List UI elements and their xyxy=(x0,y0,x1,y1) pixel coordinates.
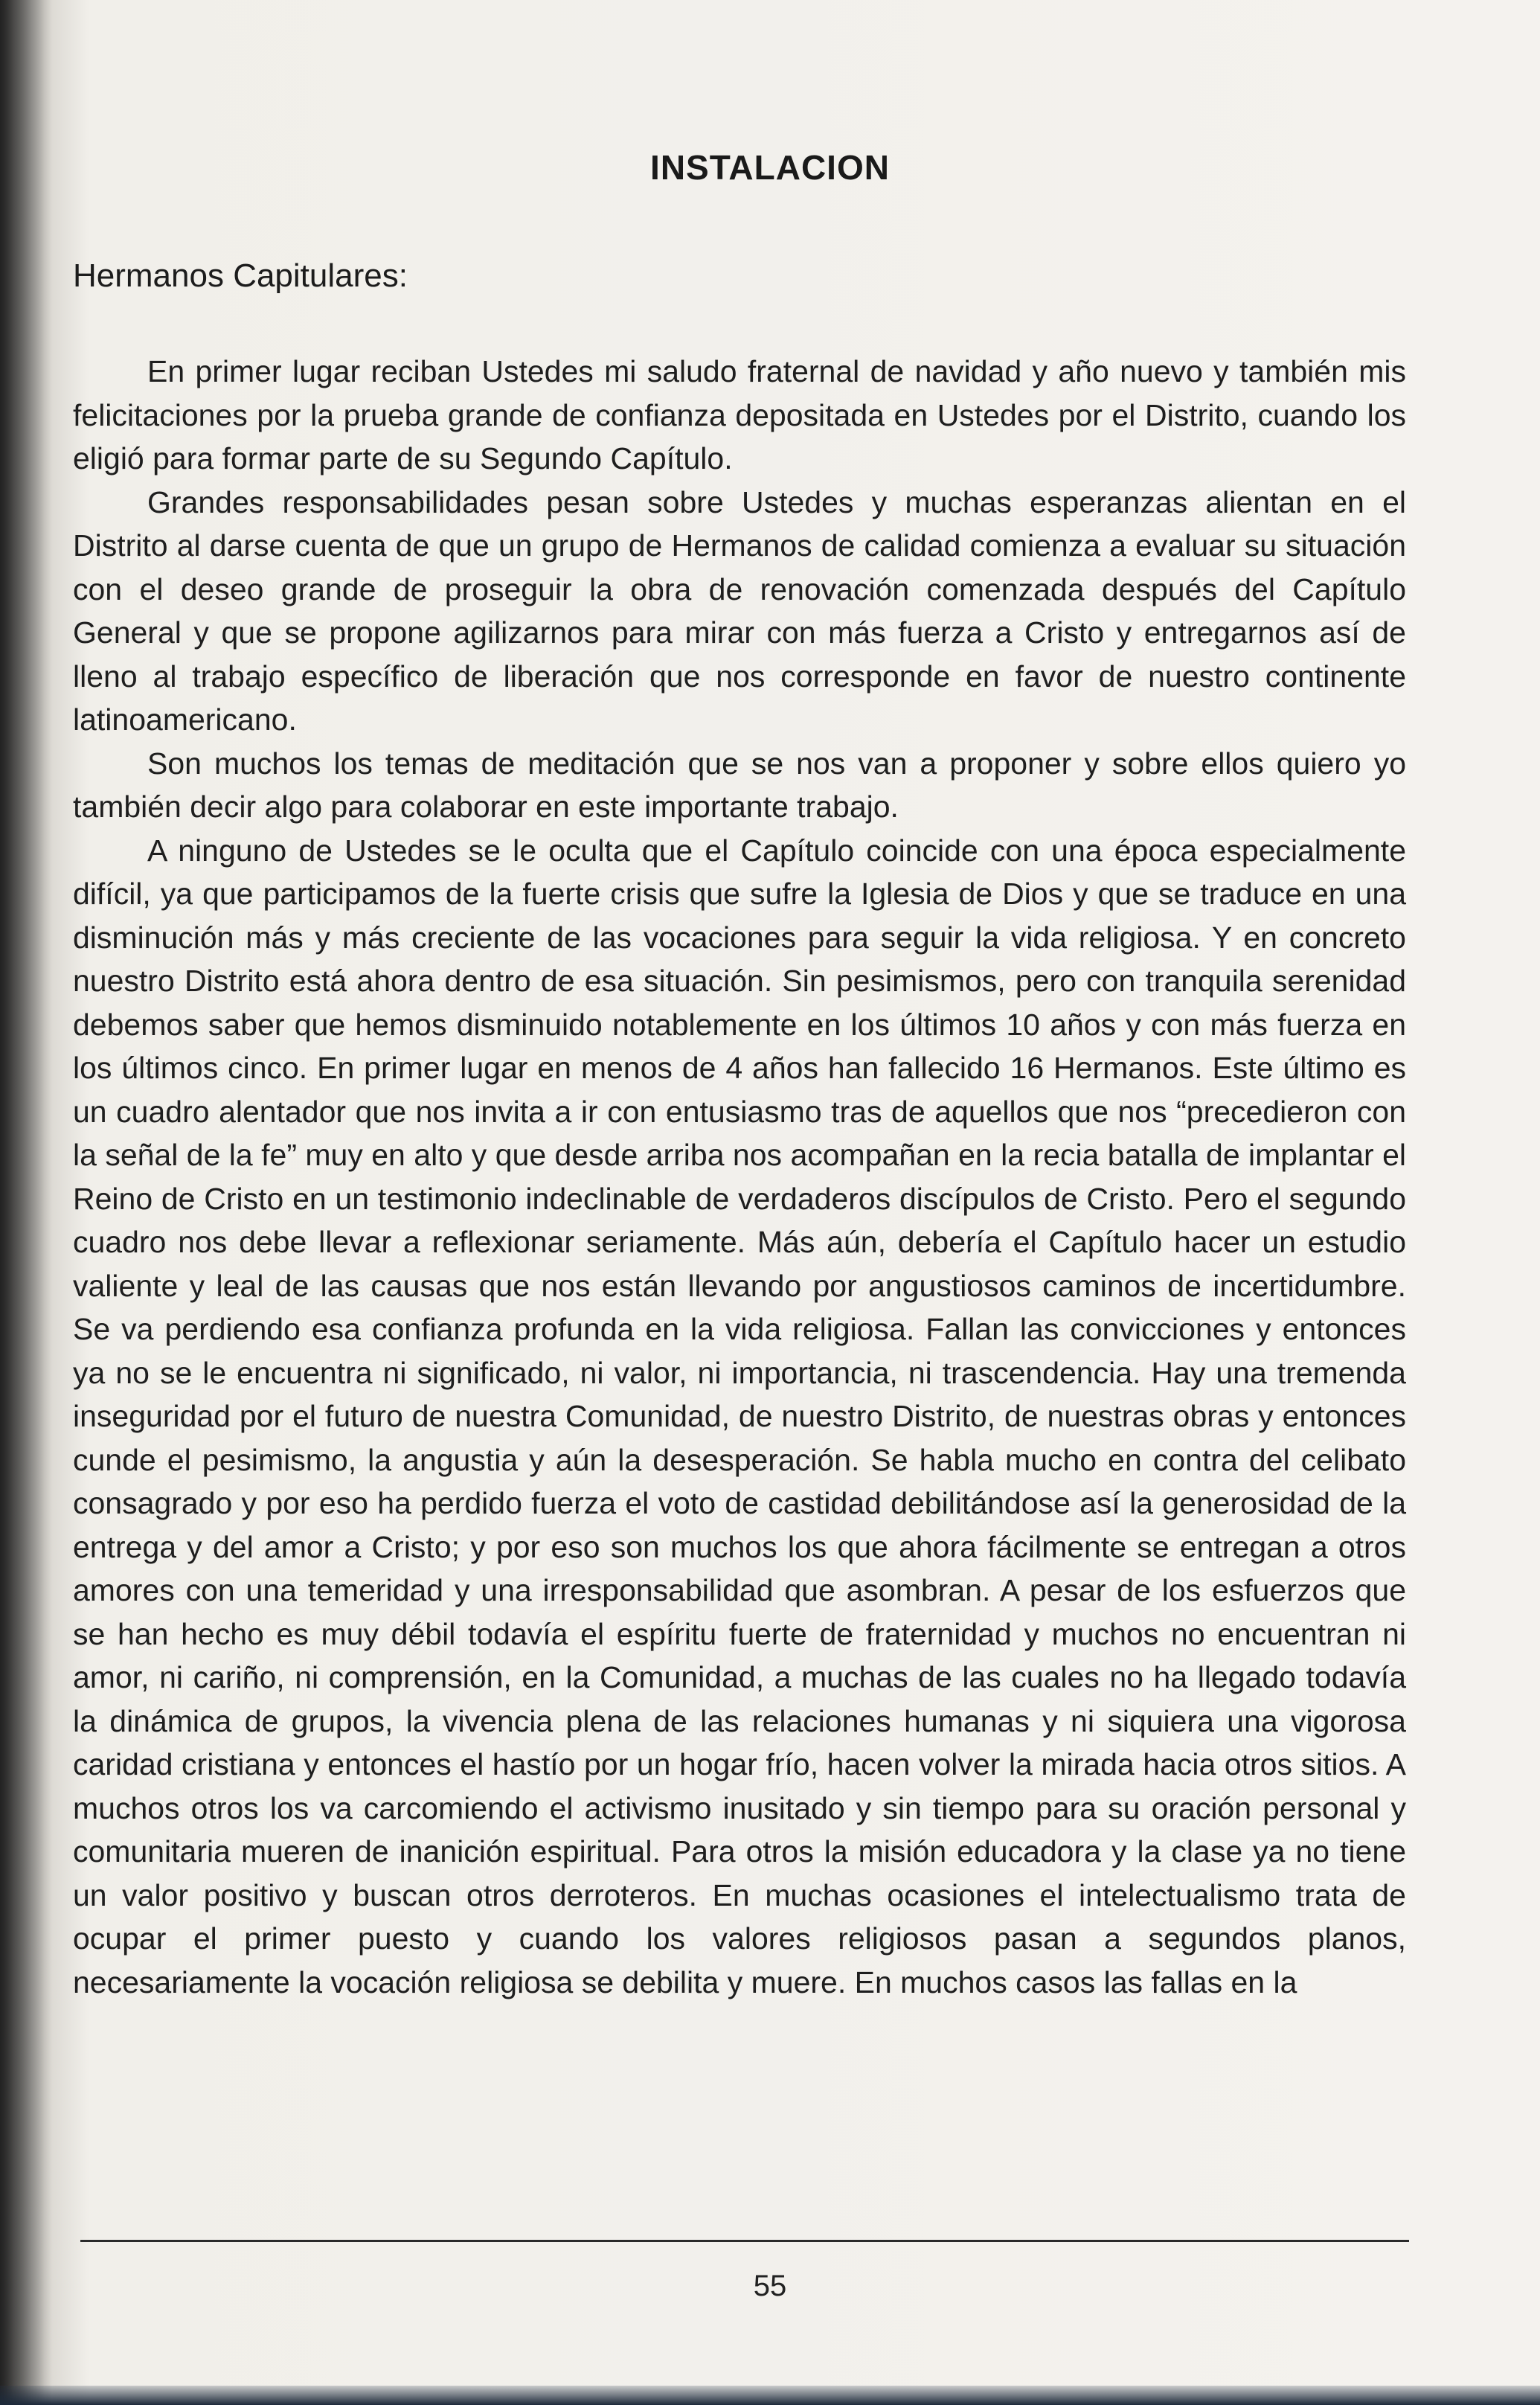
paragraph: A ninguno de Ustedes se le oculta que el Capítulo coincide con una época especialmente difícil, ya que participamos de la fuerte crisis que sufre la Iglesia de Dios y que se traduce en una disminución más y más creciente de las vocaciones para seguir la vida religiosa. Y en concreto nuestro Distrito está ahora dentro de esa situación. Sin pesimismos, pero con tranquila serenidad debemos saber que hemos disminuido notablemente en los últimos 10 años y con más fuerza en los últimos cinco. En primer lugar en menos de 4 años han fallecido 16 Hermanos. Este último es un cuadro alentador que nos invita a ir con entusiasmo tras de aquellos que nos “precedieron con la señal de la fe” muy en alto y que desde arriba nos acompañan en la recia batalla de implantar el Reino de Cristo en un testimonio indeclinable de verdaderos discípulos de Cristo. Pero el segundo cuadro nos debe llevar a reflexionar seriamente. Más aún, debería el Capítulo hacer un estudio valiente y leal de las causas que nos están llevando por angustiosos caminos de incertidumbre. Se va perdiendo esa confianza profunda en la vida religiosa. Fallan las convicciones y entonces ya no se le encuentra ni significado, ni valor, ni importancia, ni trascendencia. Hay una tremenda inseguridad por el futuro de nuestra Comunidad, de nuestro Distrito, de nuestras obras y entonces cunde el pesimismo, la angustia y aún la desesperación. Se habla mucho en contra del celibato consagrado y por eso ha perdido fuerza el voto de castidad debilitándose así la generosidad de la entrega y del amor a Cristo; y por eso son muchos los que ahora fácilmente se entregan a otros amores con una temeridad y una irresponsabilidad que asombran. A pesar de los esfuerzos que se han hecho es muy débil todavía el espíritu fuerte de fraternidad y muchos no encuentran ni amor, ni cariño, ni comprensión, en la Comunidad, a muchas de las cuales no ha llegado todavía la dinámica de grupos, la vivencia plena de las relaciones humanas y ni siquiera una vigorosa caridad cristiana y entonces el hastío por un hogar frío, hacen volver la mirada hacia otros sitios. A muchos otros los va carcomiendo el activismo inusitado y sin tiempo para su oración personal y comunitaria mueren de inanición espiritual. Para otros la misión educadora y la clase ya no tiene un valor positivo y buscan otros derroteros. En muchas ocasiones el intelectualismo trata de ocupar el primer puesto y cuando los valores religiosos pasan a segundos planos, necesariamente la vocación religiosa se debilita y muere. En muchos casos las fallas en la xyxy=(73,833,1406,1999)
paragraph: En primer lugar reciban Ustedes mi saludo fraternal de navidad y año nuevo y también mis felicitaciones por la prueba grande de confianza depositada en Ustedes por el Distrito, cuando los eligió para formar parte de su Segundo Capítulo. xyxy=(73,354,1406,475)
paragraph: Son muchos los temas de meditación que se nos van a proponer y sobre ellos quiero yo también decir algo para colaborar en este importante trabajo. xyxy=(73,746,1406,824)
footer-rule xyxy=(80,2240,1409,2242)
salutation: Hermanos Capitulares: xyxy=(73,257,408,294)
page-title: INSTALACION xyxy=(650,148,890,187)
spine-shadow xyxy=(0,0,52,2405)
body-text xyxy=(73,350,1406,2004)
page-bottom-edge xyxy=(0,2386,1540,2405)
page-number: 55 xyxy=(753,2270,787,2302)
paragraph: Grandes responsabilidades pesan sobre Ustedes y muchas esperanzas alientan en el Distrito al darse cuenta de que un grupo de Hermanos de calidad comienza a evaluar su situación con el deseo grande de proseguir la obra de renovación comenzada después del Capítulo General y que se propone agilizarnos para mirar con más fuerza a Cristo y entregarnos así de lleno al trabajo específico de liberación que nos corresponde en favor de nuestro continente latinoamericano. xyxy=(73,484,1406,737)
